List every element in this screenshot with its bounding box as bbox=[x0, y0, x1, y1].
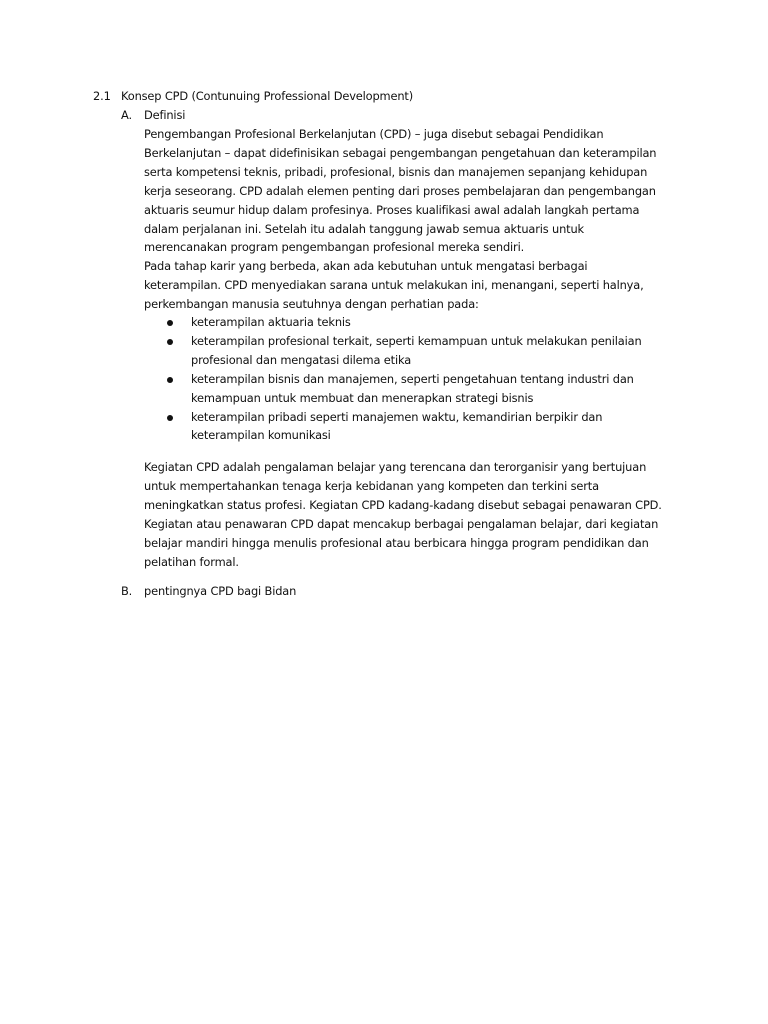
paragraph-line: belajar mandiri hingga menulis profesional atau berbicara hingga program pendidikan dan bbox=[144, 535, 649, 550]
paragraph-line: dalam perjalanan ini. Setelah itu adalah tanggung jawab semua aktuaris untuk bbox=[144, 221, 584, 236]
paragraph-line: serta kompetensi teknis, pribadi, profesional, bisnis dan manajemen sepanjang kehidupan bbox=[144, 164, 648, 179]
section-title: Konsep CPD (Contunuing Professional Development) bbox=[121, 89, 414, 103]
paragraph-line: Pengembangan Profesional Berkelanjutan (CPD) – juga disebut sebagai Pendidikan bbox=[144, 127, 604, 141]
skills-bullet-list bbox=[144, 313, 664, 445]
list-item bbox=[144, 408, 664, 446]
paragraph-line: kerja seseorang. CPD adalah elemen penting dari proses pembelajaran dan pengembangan bbox=[144, 183, 656, 198]
list-item-text: kemampuan untuk membuat dan menerapkan strategi bisnis bbox=[191, 390, 534, 405]
bullet-icon bbox=[167, 377, 173, 383]
subsection-a-letter: A. bbox=[121, 108, 132, 122]
section-heading bbox=[93, 87, 413, 106]
list-item-text: keterampilan aktuaria teknis bbox=[191, 315, 351, 329]
paragraph-line: Pada tahap karir yang berbeda, akan ada kebutuhan untuk mengatasi berbagai bbox=[144, 259, 588, 274]
paragraph-line: Berkelanjutan – dapat didefinisikan sebagai pengembangan pengetahuan dan keterampilan bbox=[144, 145, 657, 160]
cpd-activities-paragraph bbox=[144, 458, 684, 571]
paragraph-line: pelatihan formal. bbox=[144, 554, 239, 569]
paragraph-line: Kegiatan CPD adalah pengalaman belajar yang terencana dan terorganisir yang bertujuan bbox=[144, 460, 647, 474]
list-item-text: keterampilan profesional terkait, seperti kemampuan untuk melakukan penilaian bbox=[191, 333, 642, 348]
paragraph-line: Kegiatan atau penawaran CPD dapat mencakup berbagai pengalaman belajar, dari kegiatan bbox=[144, 516, 659, 531]
paragraph-line: perkembangan manusia seutuhnya dengan perhatian pada: bbox=[144, 297, 479, 312]
bullet-icon bbox=[167, 415, 173, 421]
list-item-text: keterampilan pribadi seperti manajemen waktu, kemandirian berpikir dan bbox=[191, 409, 603, 424]
list-item bbox=[144, 332, 664, 370]
subsection-b-heading bbox=[121, 582, 296, 601]
list-item bbox=[144, 370, 664, 408]
subsection-a-heading bbox=[121, 106, 185, 125]
bullet-icon bbox=[167, 320, 173, 326]
paragraph-line: keterampilan. CPD menyediakan sarana untuk melakukan ini, menangani, seperti halnya, bbox=[144, 278, 644, 293]
definition-paragraph bbox=[144, 125, 684, 314]
paragraph-line: merencanakan program pengembangan profesional mereka sendiri. bbox=[144, 240, 525, 255]
list-item-text: keterampilan komunikasi bbox=[191, 428, 331, 443]
section-number: 2.1 bbox=[93, 89, 111, 103]
bullet-icon bbox=[167, 339, 173, 345]
subsection-b-letter: B. bbox=[121, 584, 133, 598]
list-item bbox=[144, 313, 664, 332]
paragraph-line: untuk mempertahankan tenaga kerja kebidanan yang kompeten dan terkini serta bbox=[144, 478, 599, 493]
list-item-text: keterampilan bisnis dan manajemen, seperti pengetahuan tentang industri dan bbox=[191, 371, 634, 386]
subsection-a-title: Definisi bbox=[144, 108, 186, 122]
paragraph-line: meningkatkan status profesi. Kegiatan CPD kadang-kadang disebut sebagai penawaran CPD. bbox=[144, 497, 662, 512]
list-item-text: profesional dan mengatasi dilema etika bbox=[191, 352, 412, 367]
subsection-b-title: pentingnya CPD bagi Bidan bbox=[144, 584, 297, 598]
paragraph-line: aktuaris seumur hidup dalam profesinya. Proses kualifikasi awal adalah langkah pertama bbox=[144, 202, 640, 217]
